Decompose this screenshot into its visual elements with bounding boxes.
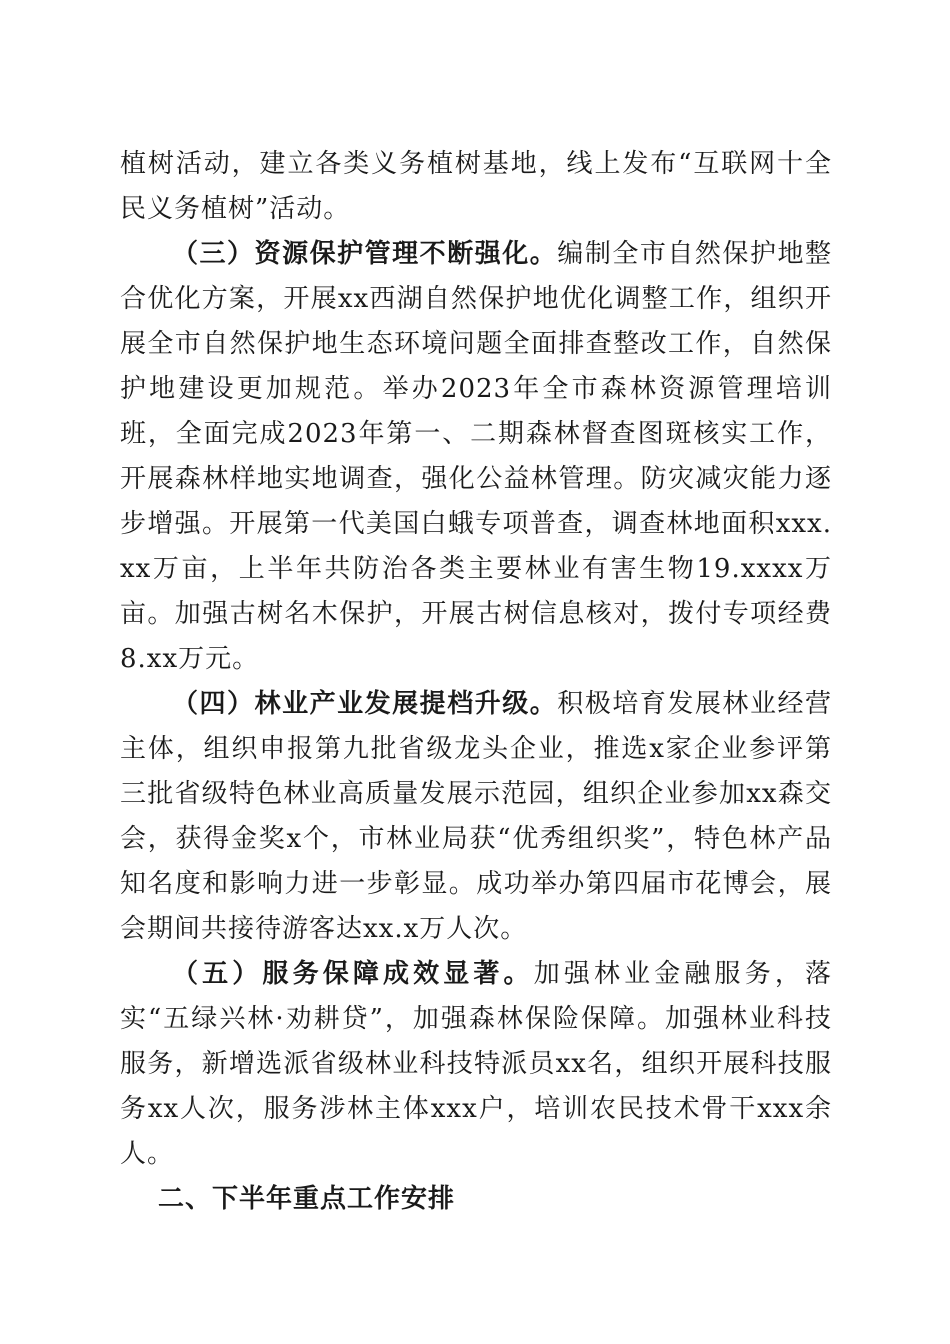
- paragraph-lead-heading: （三）资源保护管理不断强化。: [172, 239, 558, 269]
- paragraph-forestry-industry: [120, 682, 832, 952]
- paragraph-lead-heading: （四）林业产业发展提档升级。: [172, 689, 558, 719]
- paragraph-lead-heading: （五）服务保障成效显著。: [172, 959, 534, 989]
- paragraph-resource-protection: [120, 232, 832, 682]
- paragraph-text: 加强林业金融服务，落实“五绿兴林·劝耕贷”，加强森林保险保障。加强林业科技服务，新增选派省级林业科技特派员xx名，组织开展科技服务xx人次，服务涉林主体xxx户，培训农民技术骨干xxx余人。: [120, 959, 832, 1169]
- section-heading: 二、下半年重点工作安排: [158, 1184, 456, 1214]
- paragraph-text: 编制全市自然保护地整合优化方案，开展xx西湖自然保护地优化调整工作，组织开展全市自然保护地生态环境问题全面排查整改工作，自然保护地建设更加规范。举办2023年全市森林资源管理培训班，全面完成2023年第一、二期森林督查图斑核实工作，开展森林样地实地调查，强化公益林管理。防灾减灾能力逐步增强。开展第一代美国白蛾专项普查，调查林地面积xxx.xx万亩，上半年共防治各类主要林业有害生物19.xxxx万亩。加强古树名木保护，开展古树信息核对，拨付专项经费8.xx万元。: [120, 239, 832, 674]
- paragraph-text: 积极培育发展林业经营主体，组织申报第九批省级龙头企业，推选x家企业参评第三批省级特色林业高质量发展示范园，组织企业参加xx森交会，获得金奖x个，市林业局获“优秀组织奖”，特色林产品知名度和影响力进一步彰显。成功举办第四届市花博会，展会期间共接待游客达xx.x万人次。: [120, 689, 832, 944]
- document-body: [120, 142, 832, 1222]
- paragraph-service-support: [120, 952, 832, 1177]
- paragraph-tree-planting: [120, 142, 832, 232]
- paragraph-text: 植树活动，建立各类义务植树基地，线上发布“互联网十全民义务植树”活动。: [120, 149, 832, 224]
